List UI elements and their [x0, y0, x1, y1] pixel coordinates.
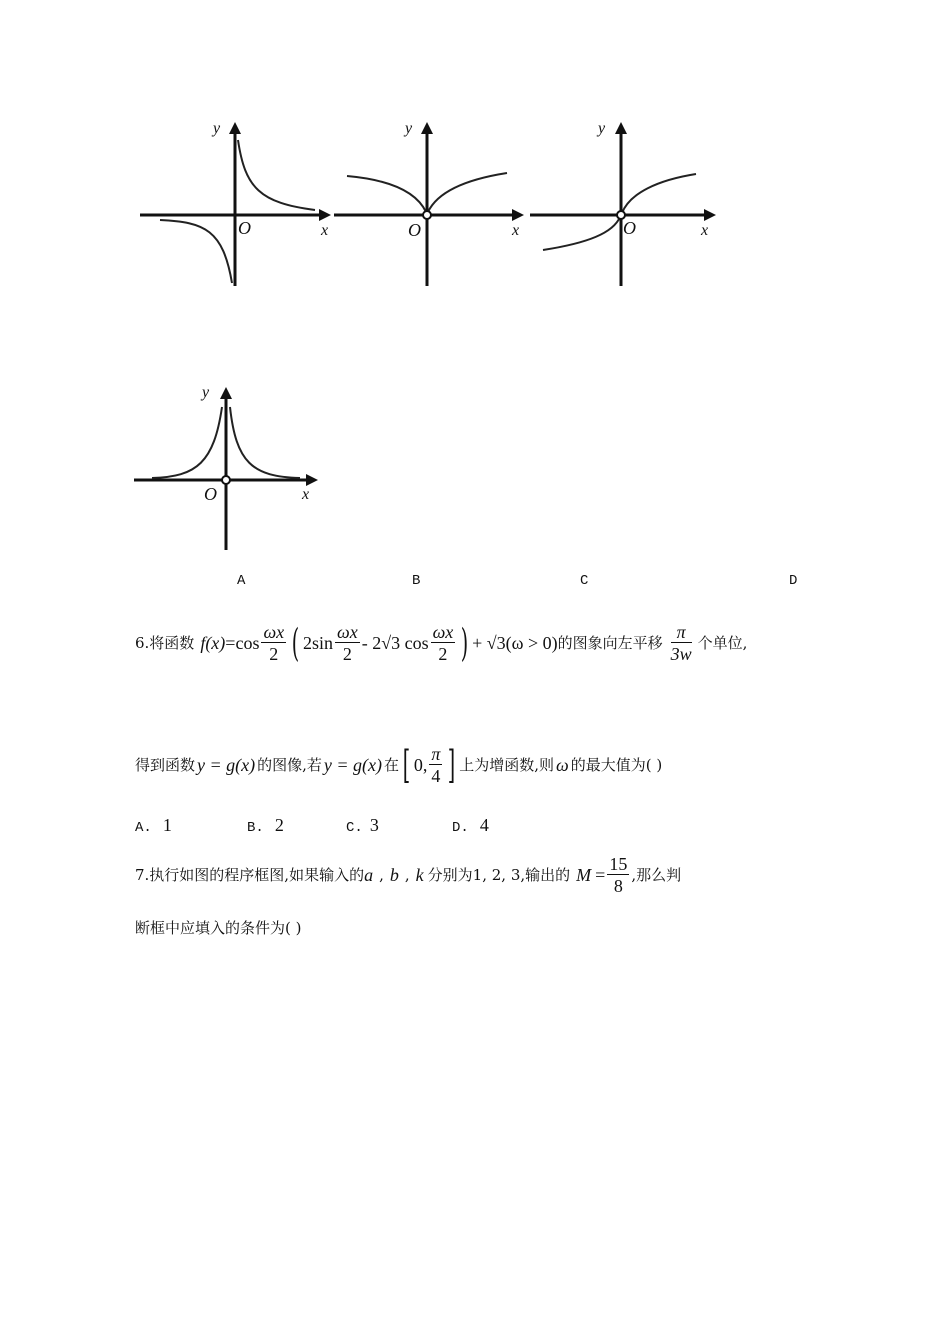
q7-mid: 分别为	[427, 866, 473, 884]
graph-d	[132, 382, 332, 552]
q6-prefix: 6.将函数	[135, 634, 195, 652]
q6-cond: (ω > 0)	[505, 633, 558, 653]
q7-a: a	[364, 865, 374, 885]
q6-frac3: $\frac{\omega x}{2}$	[432, 621, 454, 664]
graph-a-x-label: x	[321, 222, 329, 239]
graph-b-x-label: x	[512, 222, 520, 239]
q6-line2-e: 的最大值为( )	[570, 756, 663, 774]
q6-choice-b: B. 2	[247, 815, 284, 836]
q6-plus: + √3	[472, 633, 506, 653]
q6-interval-a: 0,	[413, 755, 428, 775]
q6-line2-b: 的图像,若	[257, 756, 322, 774]
q6-choice-d: D. 4	[452, 815, 489, 836]
graph-d-x-label: x	[302, 486, 310, 503]
q6-after2: 个单位,	[697, 634, 748, 652]
q6-line2-c: 在	[384, 756, 400, 774]
q7-tail: ,那么判	[631, 866, 682, 884]
graph-b-origin-label: O	[408, 220, 421, 240]
q6-choice-c: C. 3	[346, 815, 379, 836]
q6-ygx-2: y = g(x)	[323, 755, 383, 775]
q7-b: b	[389, 865, 399, 885]
graph-d-y-label: y	[202, 384, 210, 401]
q6-minus: - 2√3 cos	[361, 633, 429, 653]
q6-frac2: $\frac{\omega x}{2}$	[337, 621, 358, 664]
q6-shift: $\frac{\pi}{3w}$	[670, 621, 692, 664]
q7-line2: 断框中应填入的条件为( )	[135, 919, 302, 937]
q6-eq: =cos	[225, 633, 260, 653]
option-label-b: B	[412, 573, 421, 589]
q6-choice-a: A. 1	[135, 815, 172, 836]
q7-out: 输出的	[525, 866, 571, 884]
q7-M: M	[576, 865, 592, 885]
q6-two-sin: 2sin	[302, 633, 333, 653]
q6-frac1: $\frac{\omega x}{2}$	[263, 621, 285, 664]
graph-c-origin-label: O	[623, 218, 636, 238]
q7-k: k	[415, 865, 424, 885]
option-label-d: D	[789, 573, 798, 589]
option-label-a: A	[237, 573, 246, 589]
q6-line1: 6.将函数 f(x) =cos $\frac{\omega x}{2}$ ( 2sin $\frac{\omega x}{2}$ - 2√3 cos $\frac{\omega x}{2}$ ) + √3 (ω > 0) 的图象向左平移 $\frac{\pi}{3w}$ 个单位,	[135, 621, 748, 665]
graph-c-x-label: x	[701, 222, 709, 239]
q6-interval-frac: $\frac{\pi}{4}$	[431, 743, 441, 786]
q6-omega: ω	[556, 755, 569, 775]
graph-c	[528, 118, 728, 288]
q6-after: 的图象向左平移	[557, 634, 663, 652]
graph-a-y-label: y	[213, 120, 221, 137]
q7-prefix: 7.执行如图的程序框图,如果输入的	[135, 866, 365, 884]
q6-f-lhs: f(x)	[200, 633, 226, 653]
q6-line2-a: 得到函数	[135, 756, 196, 774]
q7-eq: =	[595, 865, 606, 885]
graph-d-origin-label: O	[204, 484, 217, 504]
option-label-c: C	[580, 573, 589, 589]
q7-frac: $\frac{15}{8}$	[609, 853, 628, 896]
q6-line2-d: 上为增函数,则	[459, 756, 555, 774]
q6-ygx-1: y = g(x)	[197, 755, 256, 775]
q7-vals: 1, 2, 3,	[472, 866, 526, 884]
q7-line1: 7.执行如图的程序框图,如果输入的 a , b , k 分别为 1, 2, 3, 输出的 M = $\frac{15}{8}$ ,那么判	[135, 853, 682, 896]
graph-b-y-label: y	[405, 120, 413, 137]
graph-c-y-label: y	[598, 120, 606, 137]
graph-a-origin-label: O	[238, 218, 251, 238]
graph-b	[332, 118, 532, 288]
graph-a	[135, 118, 335, 288]
q6-line2: 得到函数 y = g(x) 的图像,若 y = g(x) 在 [ 0, $\frac{\pi}{4}$ ] 上为增函数,则 ω 的最大值为( )	[135, 743, 663, 787]
